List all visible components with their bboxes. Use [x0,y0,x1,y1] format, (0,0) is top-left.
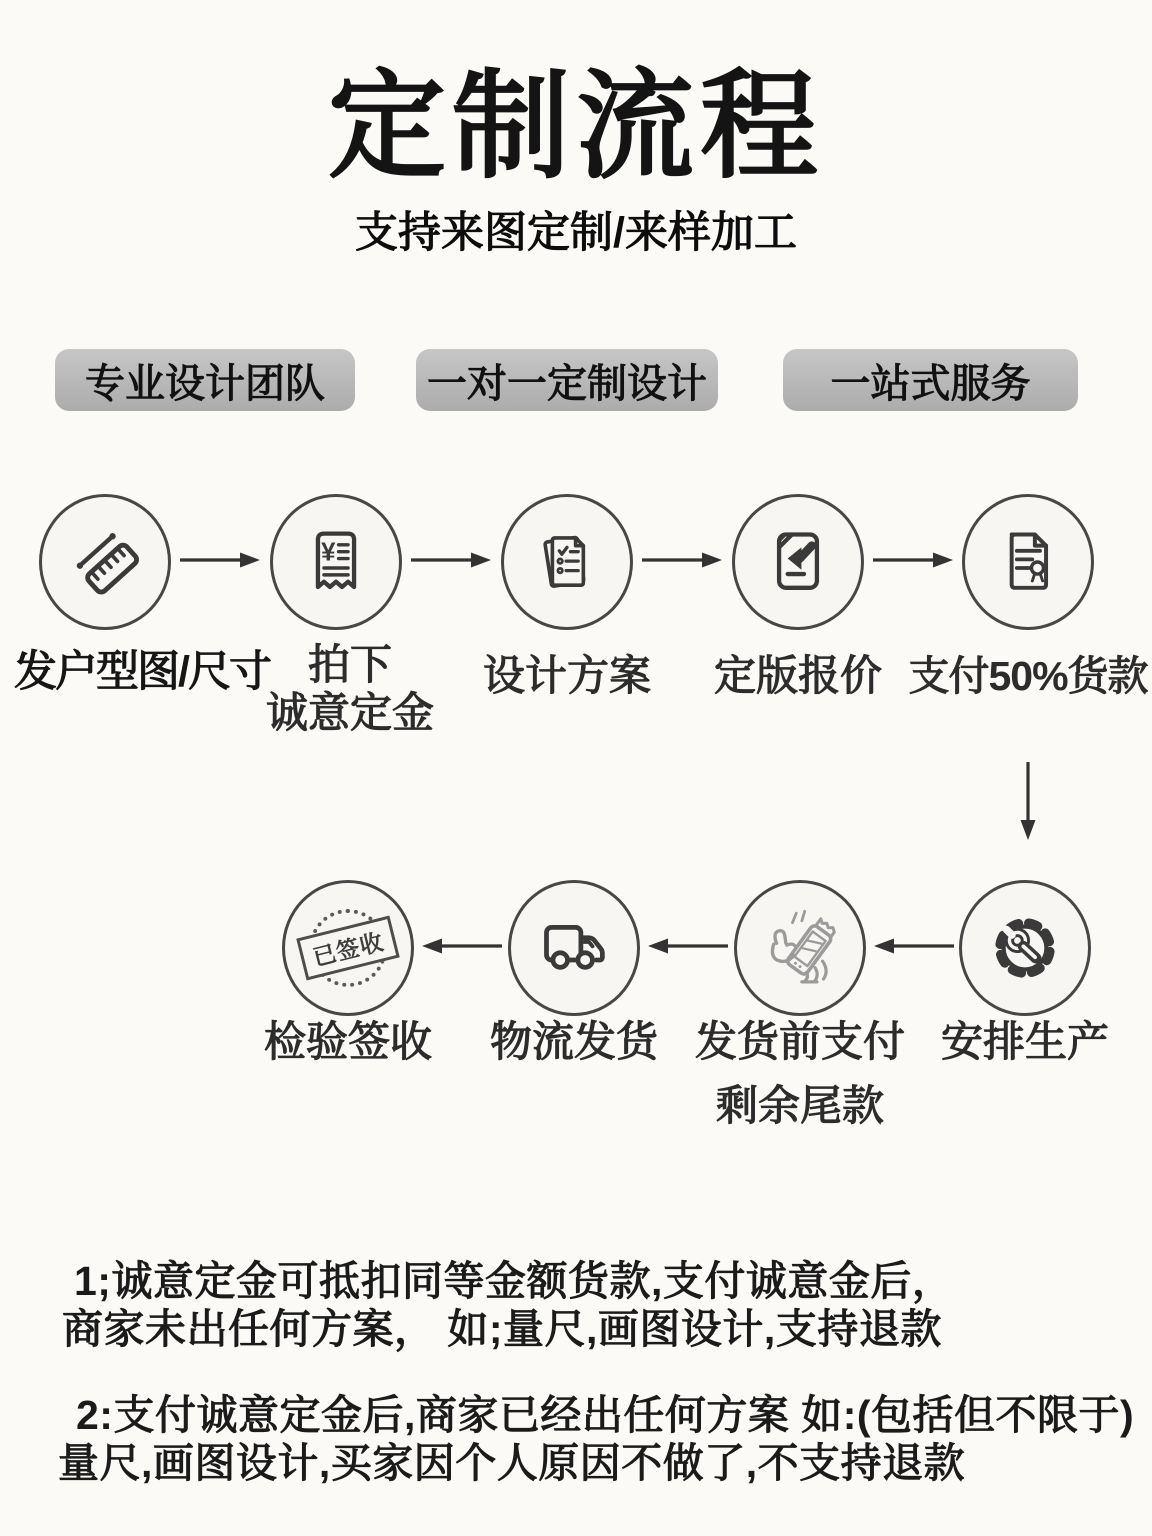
step-inspect-sign [282,880,414,1016]
note-1-line-1: 1;诚意定金可抵扣同等金额货款,支付诚意金后， [74,1258,954,1304]
step-pay-50-percent [962,494,1094,630]
deposit-receipt-icon [293,519,379,605]
stamp-banner: 已签收 [296,916,400,981]
production-gear-icon [983,906,1067,990]
delivery-truck-icon [531,905,617,991]
step-label-arrange-production: 安排生产 [940,1018,1109,1065]
yen-symbol: ¥ [321,538,336,567]
arrow-left-icon [872,933,956,959]
step-send-floorplan [39,494,171,630]
contract-seal-icon [985,519,1071,605]
step-label-design-plan: 设计方案 [482,652,651,699]
step-label-send-floorplan: 发户型图/尺寸 [14,648,270,696]
step-label-pay-balance-line1: 发货前支付 [694,1018,905,1065]
step-pay-balance [734,880,866,1016]
ruler-icon [61,518,149,606]
step-label-pay-50: 支付50%货款 [908,653,1148,699]
arrow-right-icon [640,547,724,573]
step-label-deposit-line1: 拍下 [307,641,392,688]
badge-one-stop: 一站式服务 [783,349,1078,411]
step-label-logistics: 物流发货 [489,1018,658,1065]
arrow-left-icon [420,933,504,959]
arrow-right-icon [871,547,955,573]
arrow-right-icon [178,547,262,573]
page-subtitle: 支持来图定制/来样加工 [355,209,797,257]
signed-stamp-icon [298,898,398,998]
pay-by-phone-icon [753,901,847,995]
note-2-line-1: 2:支付诚意定金后,商家已经出任何方案 如:(包括但不限于) [76,1392,1135,1438]
step-arrange-production [959,880,1091,1016]
badge-design-team: 专业设计团队 [55,349,355,411]
quote-gavel-icon [755,519,841,605]
step-label-inspect-sign: 检验签收 [263,1018,432,1065]
badge-one-on-one: 一对一定制设计 [416,349,718,411]
arrow-right-icon [409,547,493,573]
step-finalize-quote [732,494,864,630]
arrow-down-icon [1015,760,1041,842]
step-logistics-ship [508,880,640,1016]
note-2-line-2: 量尺,画图设计,买家因个人原因不做了,不支持退款 [58,1440,966,1486]
page-title: 定制流程 [327,61,824,193]
step-design-plan [501,494,633,630]
step-label-deposit-line2: 诚意定金 [265,689,434,736]
step-label-pay-balance-line2: 剩余尾款 [715,1082,884,1129]
note-1-line-2: 商家未出任何方案， 如;量尺,画图设计,支持退款 [62,1306,942,1352]
step-label-finalize-quote: 定版报价 [713,652,882,699]
arrow-left-icon [646,933,730,959]
step-pay-deposit [270,494,402,630]
design-checklist-icon [524,519,610,605]
